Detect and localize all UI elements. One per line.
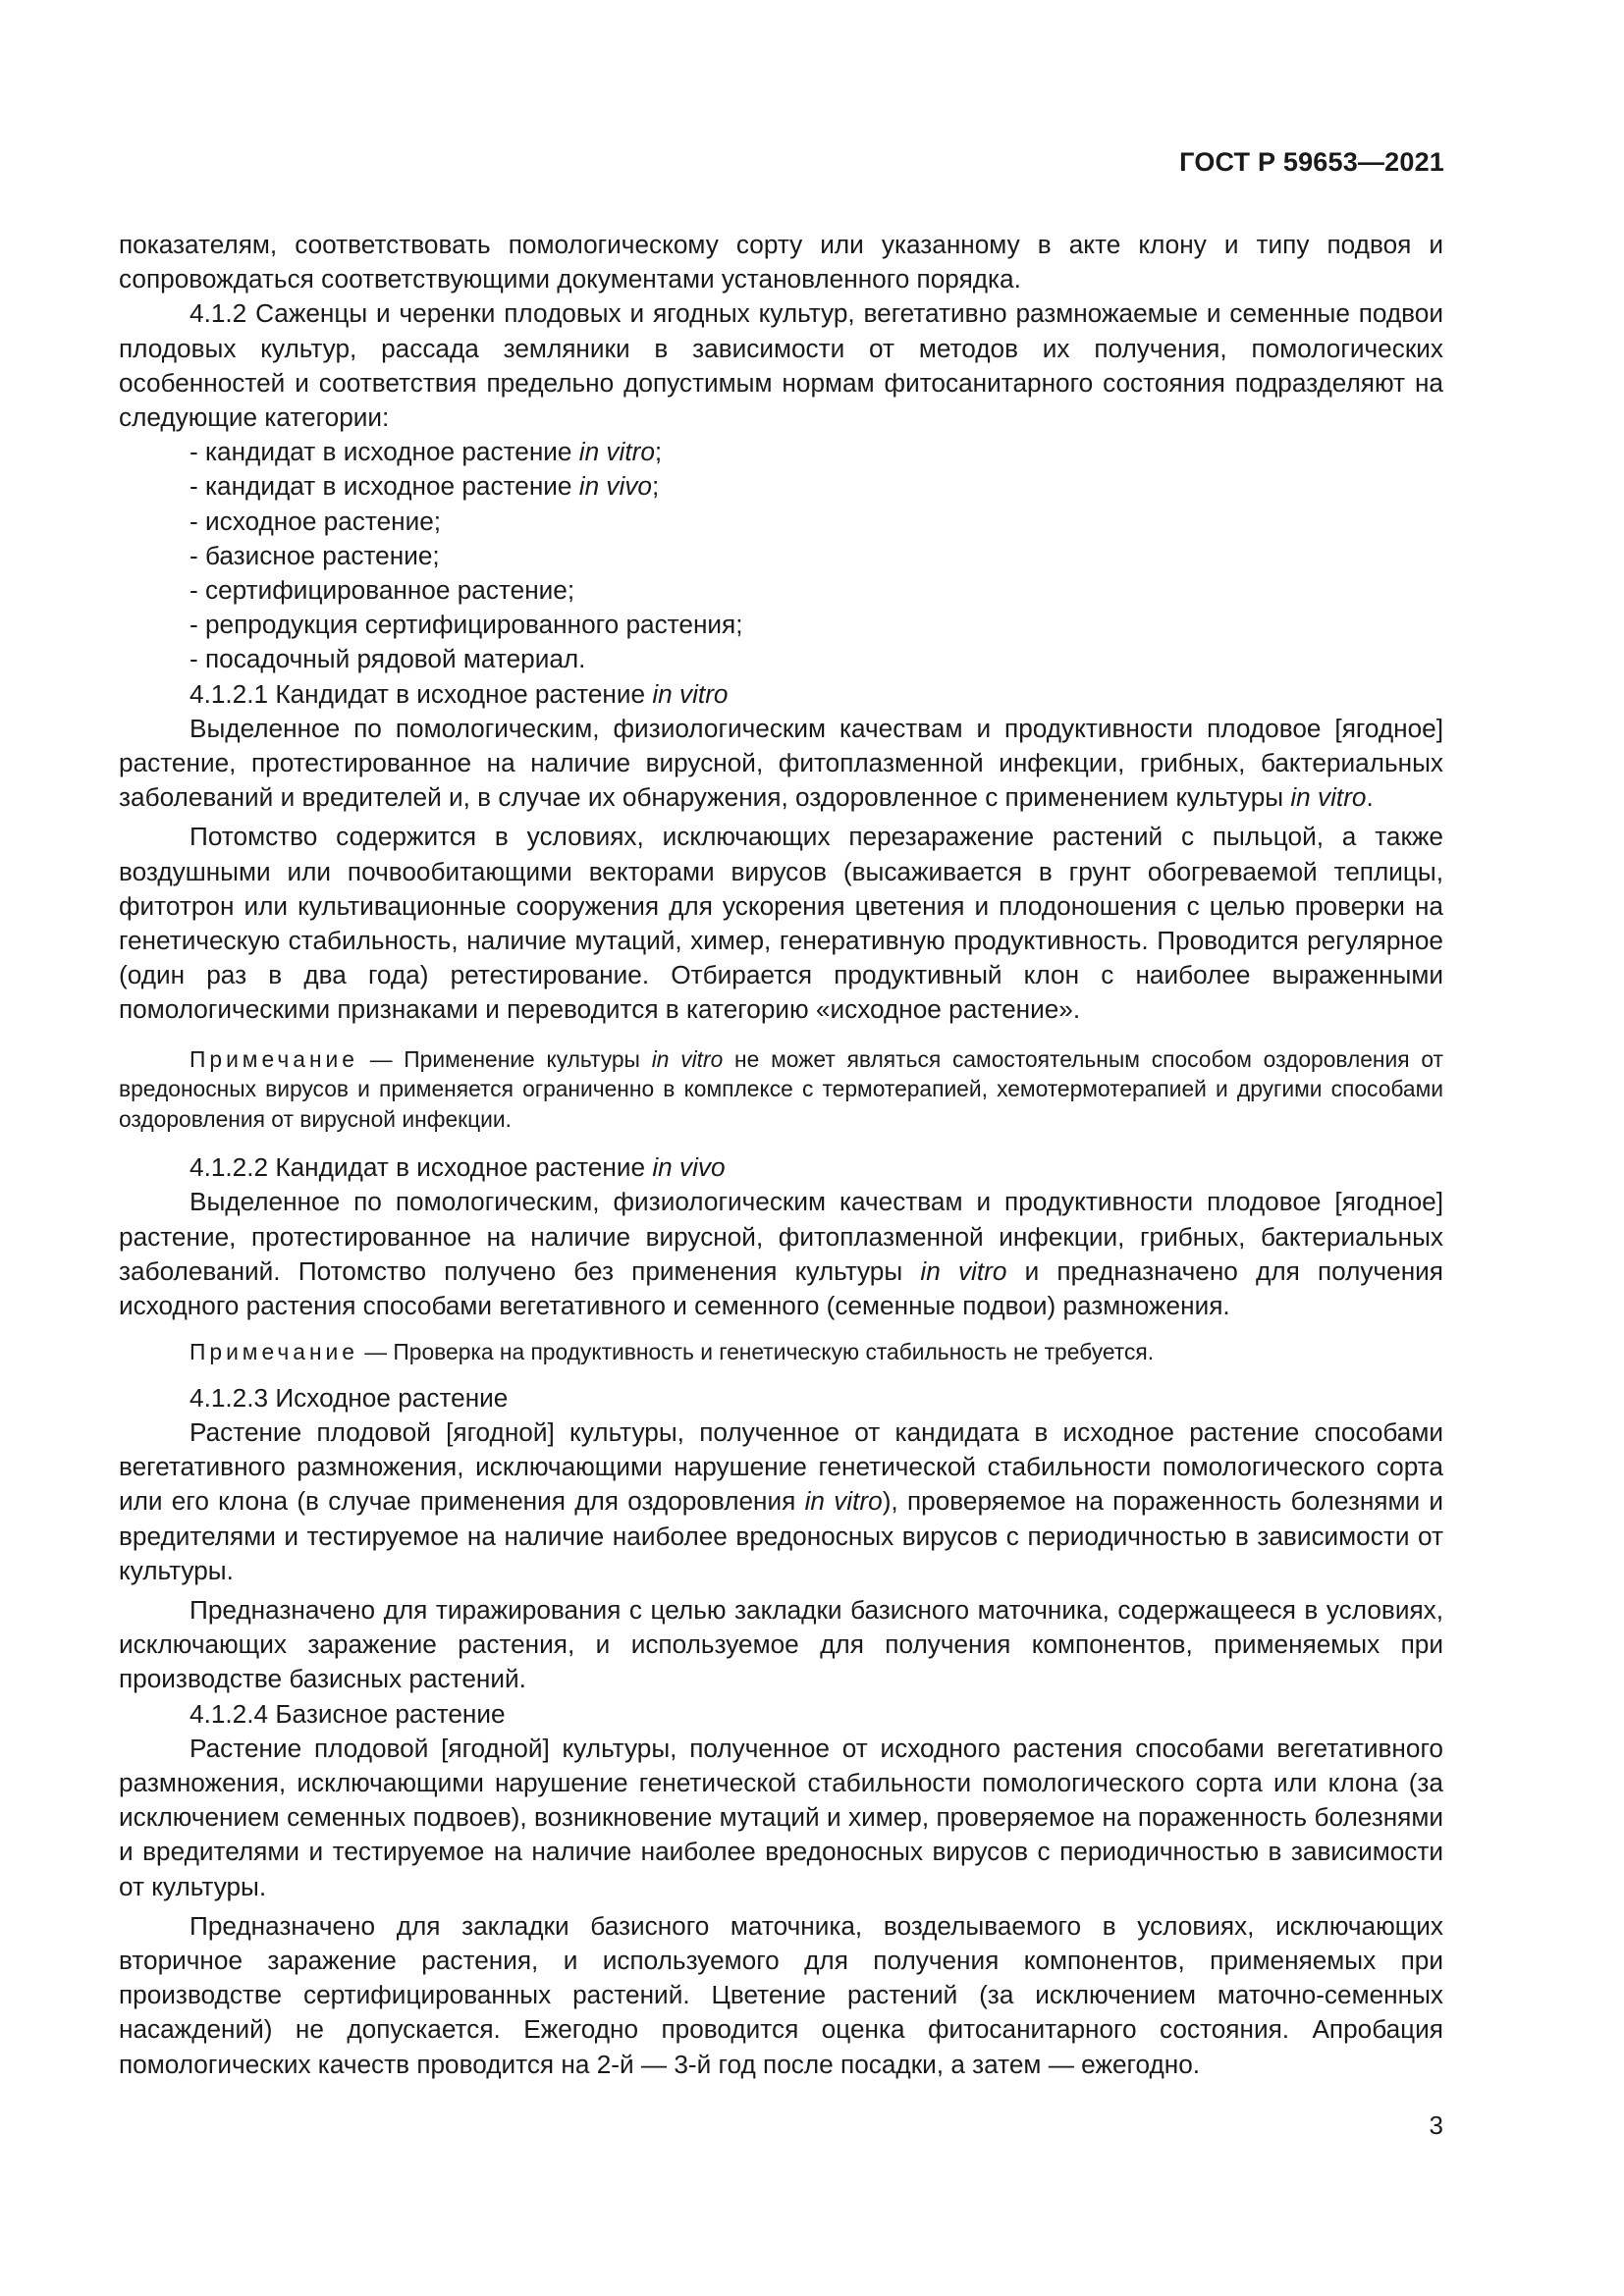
page-number: 3	[1429, 2110, 1443, 2140]
note: Примечание — Применение культуры in vitro не может являться самостоятельным способом оздоровления от вредоносных вирусов и применяется ограниченно в комплексе с термотерапией, хемотермотерапией и другими способами оздоровления от вирусной инфекции.	[119, 1045, 1443, 1132]
paragraph: Растение плодовой [ягодной] культуры, полученное от исходного растения способами вегетативного размножения, исключающими нарушение генетической стабильности помологического сорта или клона (за исключением семенных подвоев), возникновение мутаций и химер, проверяемое на пораженность болезнями и вредителями и тестируемое на наличие наиболее вредоносных вирусов с периодичностью в зависимости от культуры.	[119, 1733, 1443, 1901]
list-item: - сертифицированное растение;	[189, 575, 575, 606]
list-item: - кандидат в исходное растение in vivo;	[189, 471, 660, 502]
paragraph: Растение плодовой [ягодной] культуры, полученное от кандидата в исходное растение способами вегетативного размножения, исключающими нарушение генетической стабильности помологического сорта или его клона (в случае применения для оздоровления in vitro), проверяемое на пораженность болезнями и вредителями и тестируемое на наличие наиболее вредоносных вирусов с периодичностью в зависимости от культуры.	[119, 1416, 1443, 1585]
document-id-header: ГОСТ Р 59653—2021	[1179, 147, 1444, 177]
list-item: - кандидат в исходное растение in vitro;	[189, 437, 663, 467]
section-heading-4-1-2-3: 4.1.2.3 Исходное растение	[189, 1382, 509, 1413]
section-heading-4-1-2-2: 4.1.2.2 Кандидат в исходное растение in vivo	[189, 1152, 726, 1183]
note: Примечание — Проверка на продуктивность и генетическую стабильность не требуется.	[189, 1339, 1155, 1365]
paragraph: Предназначено для закладки базисного маточника, возделываемого в условиях, исключающих вторичное заражение растения, и используемого для получения компонентов, применяемых при производстве сертифицированных растений. Цветение растений (за исключением маточно-семенных насаждений) не допускается. Ежегодно проводится оценка фитосанитарного состояния. Апробация помологических качеств проводится на 2-й — 3-й год после посадки, а затем — ежегодно.	[119, 1910, 1443, 2079]
note-label: Примечание	[189, 1339, 358, 1365]
document-body	[119, 228, 1443, 2082]
paragraph: Выделенное по помологическим, физиологическим качествам и продуктивности плодовое [ягодное] растение, протестированное на наличие вирусной, фитоплазменной инфекции, грибных, бактериальных заболеваний. Потомство получено без применения культуры in vitro и предназначено для получения исходного растения способами вегетативного и семенного (семенные подвои) размножения.	[119, 1187, 1443, 1320]
section-heading-4-1-2-1: 4.1.2.1 Кандидат в исходное растение in vitro	[189, 678, 729, 709]
paragraph: Потомство содержится в условиях, исключающих перезаражение растений с пыльцой, а также воздушными или почвообитающими векторами вирусов (высаживается в грунт обогреваемой теплицы, фитотрон или культивационные сооружения для ускорения цветения и плодоношения с целью проверки на генетическую стабильность, наличие мутаций, химер, генеративную продуктивность. Проводится регулярное (один раз в два года) ретестирование. Отбирается продуктивный клон с наиболее выраженными помологическими признаками и переводится в категорию «исходное растение».	[119, 822, 1443, 1025]
category-list	[119, 435, 1443, 676]
list-item: - репродукция сертифицированного растения;	[189, 610, 743, 640]
list-item: - исходное растение;	[189, 506, 442, 536]
paragraph: Выделенное по помологическим, физиологическим качествам и продуктивности плодовое [ягодное] растение, протестированное на наличие вирусной, фитоплазменной инфекции, грибных, бактериальных заболеваний и вредителей и, в случае их обнаружения, оздоровленное с применением культуры in vitro.	[119, 713, 1443, 813]
note-label: Примечание	[189, 1045, 358, 1072]
list-item: - базисное растение;	[189, 540, 440, 570]
paragraph: Предназначено для тиражирования с целью закладки базисного маточника, содержащееся в условиях, исключающих заражение растения, и используемое для получения компонентов, применяемых при производстве базисных растений.	[119, 1594, 1443, 1694]
list-item: - посадочный рядовой материал.	[189, 644, 586, 674]
clause-4-1-2: 4.1.2 Саженцы и черенки плодовых и ягодных культур, вегетативно размножаемые и семенные подвои плодовых культур, рассада земляники в зависимости от методов их получения, помологических особенностей и соответствия предельно допустимым нормам фитосанитарного состояния подразделяют на следующие категории:	[119, 298, 1443, 433]
section-heading-4-1-2-4: 4.1.2.4 Базисное растение	[189, 1698, 506, 1729]
paragraph-continuation: показателям, соответствовать помологическому сорту или указанному в акте клону и типу подвоя и сопровождаться соответствующими документами установленного порядка.	[119, 230, 1443, 294]
